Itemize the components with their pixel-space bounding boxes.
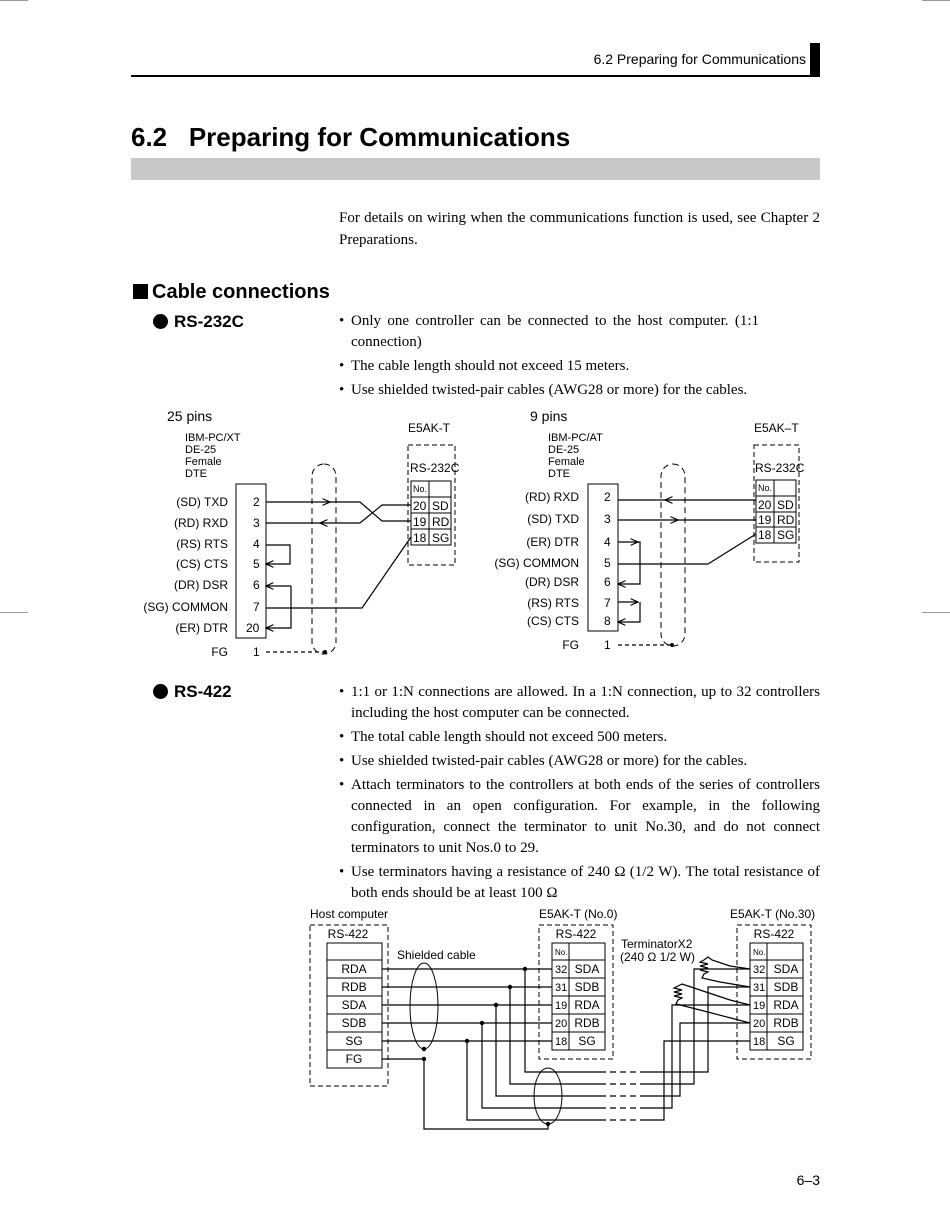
rs232-wiring-diagram	[0, 400, 950, 670]
list-item: • The total cable length should not exceed 500 meters.	[339, 727, 820, 748]
list-item: • 1:1 or 1:N connections are allowed. In a 1:N connection, up to 32 controllers including the host computer can be connected.	[339, 682, 820, 724]
list-item: • The cable length should not exceed 15 meters.	[339, 356, 759, 377]
pin-number: 5	[604, 556, 611, 570]
left-connector-box	[236, 484, 266, 638]
pin-number: 1	[604, 638, 611, 652]
cable-connections-heading	[133, 281, 330, 304]
right-connector-box	[588, 484, 618, 631]
shielded-cable-label: Shielded cable	[397, 948, 476, 962]
pin-number: 6	[604, 575, 611, 589]
rs232-heading-label: RS-232C	[174, 312, 244, 331]
pin-number: 4	[604, 535, 611, 549]
terminal-name: SDB	[574, 980, 600, 994]
fg-label: FG	[562, 638, 579, 652]
signal-label: (SG) COMMON	[143, 600, 228, 614]
crop-mark	[0, 0, 28, 1]
terminal-number: 19	[758, 513, 772, 527]
intro-text: For details on wiring when the communications function is used, see Chapter 2 Preparations.	[339, 210, 820, 248]
header-tab-block	[810, 43, 820, 77]
terminal-name: SG	[578, 1034, 596, 1048]
list-item: • Use terminators having a resistance of 240 Ω (1/2 W). The total resistance of both ends should be at least 100 Ω	[339, 862, 820, 904]
port-label: RS-232C	[410, 461, 460, 475]
pin-number: 6	[253, 578, 260, 592]
signal-label: (RD) RXD	[525, 490, 579, 504]
terminal-name: SG	[432, 531, 450, 545]
terminal-number: 31	[753, 982, 766, 994]
pin-number: 2	[604, 490, 611, 504]
signal-label: (SD) TXD	[176, 495, 228, 509]
signal-label: (DR) DSR	[525, 575, 579, 589]
signal-label: (SD) TXD	[527, 512, 579, 526]
page-number: 6–3	[796, 1172, 820, 1188]
host-computer-label: Host computer	[310, 907, 389, 921]
terminal-number: 18	[413, 531, 427, 545]
pin-number: 20	[246, 621, 260, 635]
crop-mark	[922, 0, 950, 1]
fg-label: FG	[211, 645, 228, 659]
signal-label: (ER) DTR	[526, 535, 579, 549]
host-terminal: SDA	[341, 998, 367, 1012]
no-header: No.	[753, 948, 766, 957]
running-header: 6.2 Preparing for Communications	[593, 51, 806, 67]
terminal-name: SG	[777, 528, 795, 542]
list-item: • Only one controller can be connected to the host computer. (1:1 connection)	[339, 311, 759, 353]
signal-label: (CS) CTS	[176, 557, 228, 571]
left-diagram-title: 25 pins	[167, 408, 213, 424]
left-host-line: DTE	[185, 468, 207, 480]
terminal-name: RD	[432, 515, 450, 529]
signal-label: (ER) DTR	[175, 621, 228, 635]
host-terminal: RDA	[341, 962, 367, 976]
left-cable-shield	[312, 464, 336, 654]
right-device-label: E5AK–T	[754, 421, 799, 435]
signal-label: (RD) RXD	[174, 516, 228, 530]
title-bar	[131, 158, 820, 180]
terminal-name: RDB	[773, 1016, 799, 1030]
unit0-label: E5AK-T (No.0)	[539, 907, 618, 921]
terminal-number: 19	[753, 1000, 766, 1012]
rs422-bullet-list	[339, 682, 820, 907]
terminal-name: SDB	[773, 980, 799, 994]
port-label: RS-232C	[755, 461, 805, 475]
circle-bullet-icon	[153, 684, 168, 699]
signal-label: (SG) COMMON	[494, 556, 579, 570]
terminal-number: 18	[753, 1036, 766, 1048]
rs422-heading-label: RS-422	[174, 682, 232, 701]
unit30-label: E5AK-T (No.30)	[730, 907, 816, 921]
terminator-label: (240 Ω 1/2 W)	[620, 950, 695, 964]
header-rule	[131, 75, 820, 77]
terminal-number: 32	[555, 964, 568, 976]
host-terminal: FG	[345, 1052, 363, 1066]
cable-connections-label: Cable connections	[152, 281, 330, 303]
terminal-number: 20	[555, 1018, 568, 1030]
terminal-name: SDA	[574, 962, 600, 976]
rs232-bullet-list	[339, 311, 759, 404]
terminal-name: SD	[777, 498, 794, 512]
list-item: • Use shielded twisted-pair cables (AWG28 or more) for the cables.	[339, 380, 759, 401]
terminal-name: RD	[777, 513, 795, 527]
pin-number: 3	[604, 512, 611, 526]
port-label: RS-422	[753, 927, 795, 941]
square-bullet-icon	[133, 284, 148, 299]
signal-label: (RS) RTS	[527, 596, 579, 610]
signal-label: (DR) DSR	[174, 578, 228, 592]
terminal-name: SDA	[773, 962, 799, 976]
port-label: RS-422	[327, 927, 369, 941]
host-terminal: SG	[345, 1034, 363, 1048]
right-host-line: IBM-PC/AT	[548, 432, 603, 444]
right-cable-shield	[661, 464, 685, 646]
left-host-line: IBM-PC/XT	[185, 432, 241, 444]
pin-number: 7	[604, 596, 611, 610]
pin-number: 8	[604, 614, 611, 628]
left-device-label: E5AK-T	[408, 421, 451, 435]
pin-number: 7	[253, 600, 260, 614]
terminal-name: RDB	[574, 1016, 600, 1030]
no-header: No.	[413, 484, 428, 494]
terminal-number: 31	[555, 982, 568, 994]
right-host-line: DTE	[548, 468, 570, 480]
terminal-number: 19	[555, 1000, 568, 1012]
list-item: • Use shielded twisted-pair cables (AWG28 or more) for the cables.	[339, 751, 820, 772]
terminal-number: 18	[555, 1036, 568, 1048]
terminal-name: RDA	[574, 998, 600, 1012]
port-label: RS-422	[555, 927, 597, 941]
left-host-line: Female	[185, 456, 222, 468]
list-item: • Attach terminators to the controllers at both ends of the series of controllers connected in an open configuration. For example, in the following configuration, connect the terminator to unit No.30, and do not connect terminators to unit Nos.0 to 29.	[339, 775, 820, 859]
terminal-name: RDA	[773, 998, 799, 1012]
no-header: No.	[758, 483, 773, 493]
terminal-number: 20	[758, 498, 772, 512]
terminal-name: SG	[777, 1034, 795, 1048]
signal-label: (RS) RTS	[176, 537, 228, 551]
terminator-label: TerminatorX2	[621, 937, 693, 951]
rs422-heading	[153, 682, 232, 702]
pin-number: 1	[253, 645, 260, 659]
terminal-name: SD	[432, 499, 449, 513]
signal-label: (CS) CTS	[527, 614, 579, 628]
pin-number: 4	[253, 537, 260, 551]
host-terminal: SDB	[341, 1016, 367, 1030]
terminal-number: 19	[413, 515, 427, 529]
rs422-wiring-diagram	[0, 900, 950, 1140]
pin-number: 3	[253, 516, 260, 530]
cable-shield-ellipse	[410, 963, 438, 1049]
right-diagram-title: 9 pins	[530, 408, 568, 424]
circle-bullet-icon	[153, 314, 168, 329]
terminal-number: 20	[413, 499, 427, 513]
section-title: 6.2 Preparing for Communications	[131, 122, 571, 152]
terminal-number: 20	[753, 1018, 766, 1030]
pin-number: 5	[253, 557, 260, 571]
pin-number: 2	[253, 495, 260, 509]
no-header: No.	[555, 948, 568, 957]
rs232-heading	[153, 312, 244, 332]
host-terminal: RDB	[341, 980, 367, 994]
terminal-number: 32	[753, 964, 766, 976]
left-host-line: DE-25	[185, 444, 217, 456]
right-host-line: Female	[548, 456, 585, 468]
terminal-number: 18	[758, 528, 772, 542]
right-host-line: DE-25	[548, 444, 580, 456]
